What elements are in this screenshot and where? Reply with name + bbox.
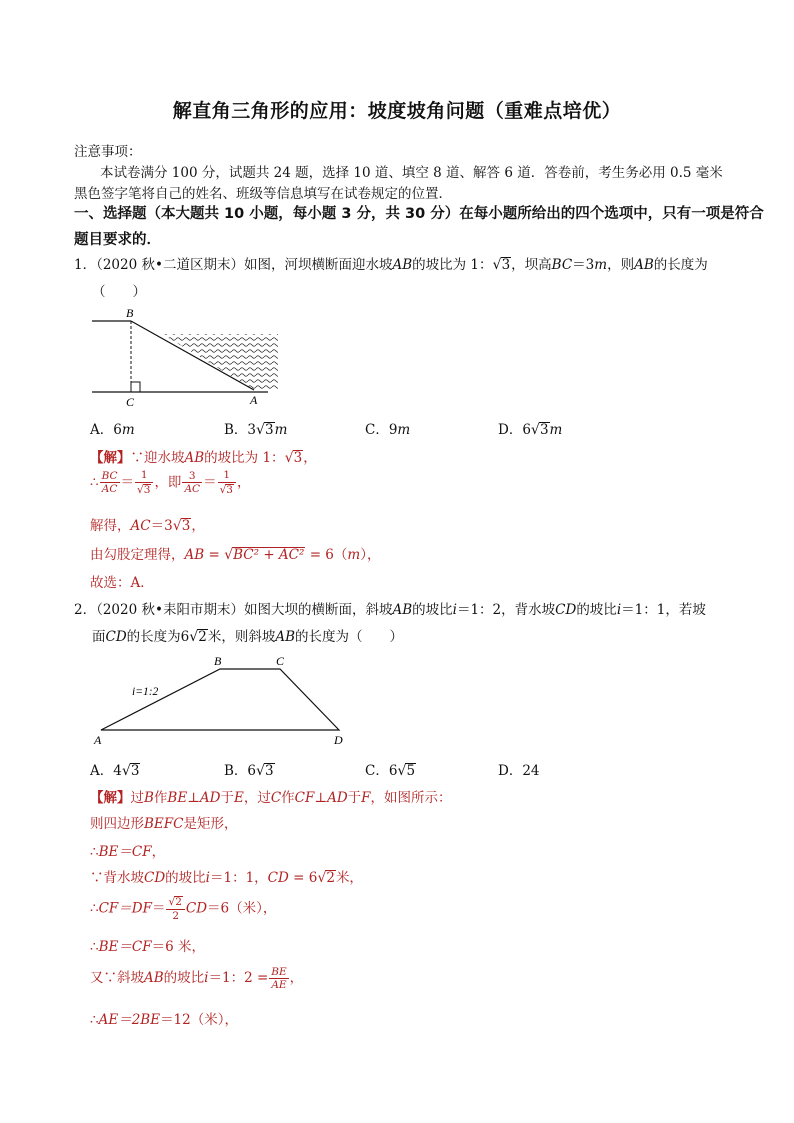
q1-frac1-num: BC <box>101 469 118 482</box>
q1-dam-figure <box>88 300 288 410</box>
q1-sol-s3a: 解得， <box>90 518 131 534</box>
q1-option-b-unit: m <box>274 422 288 438</box>
q1-source: （2020 秋•二道区期末）如图，河坝横断面迎水坡 <box>96 257 393 273</box>
q2-frac-den: 2 <box>172 910 180 923</box>
q2-ab-2: AB <box>275 629 296 645</box>
q1-sol-s3b: ＝3 <box>150 518 173 534</box>
q2-sol-s5eq: ＝ <box>151 900 166 917</box>
q1-sol-s3-radical: √ <box>172 518 182 534</box>
q2-sol-cf-perp: CF⊥AD <box>294 790 348 806</box>
q2-label-c: C <box>276 654 285 668</box>
q1-text-d: ，则 <box>607 257 635 273</box>
q2-option-a-text: A．4 <box>90 763 122 779</box>
notice-line-2: 黑色签字笔将自己的姓名、班级等信息填写在试卷规定的位置． <box>74 186 452 202</box>
section-heading-line-1: 一、选择题（本大题共 10 小题，每小题 3 分，共 30 分）在每小题所给出的四个选项中，只有一项是符合 <box>74 206 764 222</box>
q2-sol-s5b: ＝6（米）， <box>207 900 277 917</box>
q2-text-c: 的坡比 <box>576 602 617 618</box>
q2-option-b-text: B．6 <box>224 763 257 779</box>
q2-sol-s8a: ∴ <box>90 1012 99 1028</box>
q2-solution-line-5 <box>90 896 276 922</box>
q2-number: 2． <box>74 602 97 618</box>
q1-label-a: A <box>250 393 258 407</box>
q2-solution-tag: 【解】 <box>90 790 131 806</box>
q1-sol-eq1: ＝ <box>120 474 135 491</box>
q1-sol-radicand: 3 <box>293 450 303 466</box>
q2-solution-line-8 <box>90 1008 238 1028</box>
q1-sol-s4a: 由勾股定理得， <box>90 547 185 563</box>
q1-fraction-bc-ac <box>100 471 120 495</box>
q2-sol-s4cd: CD <box>144 870 166 886</box>
q1-sol-ab: AB <box>184 450 205 466</box>
q2-sol-s8b: AE＝2BE <box>98 1012 161 1028</box>
q2-option-b-radicand: 3 <box>265 763 274 779</box>
q2-source: （2020 秋•耒阳市期末）如图大坝的横断面，斜坡 <box>96 602 393 618</box>
q2-fraction-sqrt2-2 <box>166 896 184 922</box>
q2-solution-line-3 <box>90 840 165 860</box>
q1-fraction-1-sqrt3 <box>135 470 153 496</box>
q1-sol-s4m: m <box>347 547 361 563</box>
q1-label-b: B <box>126 306 134 320</box>
q2-text-a: 的坡比 <box>412 602 453 618</box>
notice-heading: 注意事项： <box>74 144 142 160</box>
q2-sol-s1g: ，如图所示： <box>370 790 452 806</box>
q2-sol-s3a: ∴ <box>90 844 99 860</box>
q2-sol-s4b: 的坡比 <box>165 870 206 886</box>
q2-option-c[interactable] <box>365 759 416 779</box>
q2-frac-num: 2 <box>175 896 182 908</box>
q1-option-b-radicand: 3 <box>265 422 274 438</box>
page-title: 解直角三角形的应用：坡度坡角问题（重难点培优） <box>172 100 622 122</box>
q2-sol-s7a: 又∵斜坡 <box>90 970 144 986</box>
q2-sol-s1a: 过 <box>130 790 144 806</box>
q2-line2-a: 面 <box>92 629 106 645</box>
q1-option-d-unit: m <box>549 422 563 438</box>
q1-sol-s4b: = 6（ <box>305 547 348 563</box>
q2-frac-radical: √ <box>168 896 176 908</box>
q2-slope-label: i=1:2 <box>132 686 159 698</box>
q1-sol-eq2: ＝ <box>203 474 217 491</box>
q2-frac-num-wrap <box>166 896 184 910</box>
q1-right-angle-mark <box>131 382 140 392</box>
q1-sol-ac: AC <box>130 518 151 534</box>
q1-frac4-radical: √ <box>219 483 227 496</box>
q1-frac2-num: 1 <box>135 470 153 483</box>
q2-sol-bpt: B <box>144 790 154 806</box>
q1-text-a: 的坡比为 1： <box>412 257 493 273</box>
q2-fraction-be-ae <box>269 967 288 991</box>
q1-frac2-den: 3 <box>143 483 151 496</box>
q2-label-b: B <box>214 654 222 668</box>
q2-line2-b: 的长度为6 <box>126 629 190 645</box>
q2-sol-s7ab: AB <box>144 970 164 986</box>
q1-label-c: C <box>126 395 135 409</box>
q2-sol-s6a: ∴ <box>90 939 99 955</box>
q1-option-d-text: D．6 <box>498 422 531 438</box>
q1-sol-s3-radicand: 3 <box>181 518 191 534</box>
q1-sol-s1b: 的坡比为 1： <box>204 450 285 466</box>
q2-sol-s3c: ， <box>151 844 166 860</box>
q1-radicand: 3 <box>501 257 511 273</box>
q1-frac3-num: 3 <box>182 471 202 484</box>
q2-sol-s1e: 作 <box>281 790 295 806</box>
q1-option-b-radical: √ <box>256 422 266 438</box>
q2-text-d: ＝1：1，若坡 <box>621 602 706 618</box>
q2-sol-s1d: ，过 <box>243 790 271 806</box>
q2-ab: AB <box>392 602 413 618</box>
q1-ab: AB <box>392 257 413 273</box>
q2-i-1: i <box>452 602 457 618</box>
q1-text-b: ，坝高 <box>511 257 552 273</box>
q2-solution-line-2 <box>90 812 237 832</box>
q2-option-b-radical: √ <box>256 763 266 779</box>
q2-option-c-radicand: 5 <box>406 763 416 779</box>
q2-option-d-text: D．24 <box>498 763 540 779</box>
q1-solution-line-4 <box>90 543 380 563</box>
q2-sol-s2a: 则四边形 <box>90 816 144 832</box>
q2-sol-s4i: i <box>205 870 210 886</box>
q1-option-b-text: B．3 <box>224 422 257 438</box>
q2-frac2-den: AE <box>271 979 287 991</box>
q2-line2-d: 的长度为（ ） <box>295 629 404 645</box>
q1-sol-therefore: ∴ <box>90 474 99 491</box>
q2-sol-s4a: ∵背水坡 <box>90 870 144 886</box>
q2-label-a: A <box>94 733 102 747</box>
q2-sol-cpt: C <box>270 790 282 806</box>
q1-sol-radical: √ <box>284 450 294 466</box>
q2-radicand: 2 <box>198 629 207 645</box>
q1-fraction-1-sqrt3-b <box>218 470 236 496</box>
q2-option-a-radicand: 3 <box>130 763 140 779</box>
q1-sol-s4eq: = <box>204 547 225 563</box>
q2-solution-line-4 <box>90 866 363 886</box>
q1-sol-s4c: ）， <box>360 547 381 563</box>
q2-sol-s4cd2: CD <box>267 870 289 886</box>
q1-bc: BC <box>551 257 573 273</box>
q1-sol-s1a: ∵迎水坡 <box>130 450 185 466</box>
q2-sol-s2b: 是矩形， <box>183 816 238 832</box>
q2-sol-s4d: = 6 <box>288 870 318 886</box>
q1-option-a-text: A．6 <box>90 422 122 438</box>
q2-sol-befc: BEFC <box>144 816 184 832</box>
q2-sol-s5cf: CF＝DF <box>98 900 152 917</box>
q1-fraction-3-ac <box>182 471 202 495</box>
q2-solution-line-6 <box>90 935 205 955</box>
q1-option-b[interactable] <box>224 418 287 438</box>
q2-stem-line-1 <box>74 598 706 618</box>
q1-sol-s4-radical: √ <box>224 547 234 563</box>
q1-frac1-den: AC <box>101 483 118 496</box>
q2-sol-e: E <box>233 790 244 806</box>
q2-radical: √ <box>189 629 199 645</box>
q1-solution-line-2 <box>90 470 250 496</box>
q2-sol-s4-radicand: 2 <box>326 870 335 886</box>
q2-i-2: i <box>616 602 622 618</box>
q1-option-d-radicand: 3 <box>539 422 549 438</box>
q2-sol-s3b: BE＝CF <box>98 844 152 860</box>
q1-frac3-den: AC <box>184 483 201 496</box>
q1-number: 1． <box>74 257 97 273</box>
q1-text-e: 的长度为 <box>653 257 708 273</box>
q2-option-a[interactable] <box>90 759 140 779</box>
q2-cd-2: CD <box>105 629 127 645</box>
notice-line-1: 本试卷满分 100 分，试题共 24 题，选择 10 道、填空 8 道、解答 6 道．答卷前，考生务必用 0.5 毫米 <box>100 165 723 181</box>
q1-option-c-unit: m <box>397 422 411 438</box>
q1-sol-s4-radicand: BC² + AC² <box>233 547 305 563</box>
q1-ab-2: AB <box>634 257 654 273</box>
q1-option-a[interactable] <box>90 418 135 438</box>
q2-solution-line-1 <box>90 786 452 806</box>
q2-option-c-radical: √ <box>397 763 407 779</box>
q2-dam-figure <box>90 650 360 750</box>
q2-sol-s7d: ， <box>289 970 304 986</box>
q2-option-b[interactable] <box>224 759 275 779</box>
q1-stem-line-1 <box>74 253 708 273</box>
q2-sol-s4-radical: √ <box>317 870 327 886</box>
q1-water-pattern <box>148 334 280 392</box>
q1-sol-mid: ，即 <box>154 474 182 491</box>
q2-option-c-text: C．6 <box>365 763 398 779</box>
q1-sol-s1c: ， <box>303 450 317 466</box>
q2-sol-f: F <box>361 790 371 806</box>
q1-frac2-radical: √ <box>137 483 144 496</box>
q2-sol-s1b: 作 <box>153 790 168 806</box>
q1-radical-sign: √ <box>492 257 502 273</box>
q2-sol-s4e: 米， <box>335 870 363 886</box>
q2-cd: CD <box>555 602 577 618</box>
q1-option-d[interactable] <box>498 418 562 438</box>
q1-solution-line-1 <box>90 446 317 466</box>
q1-text-c: ＝3 <box>572 257 595 273</box>
q1-answer-paren: （ ） <box>92 284 146 300</box>
q2-option-d[interactable] <box>498 759 540 779</box>
q1-option-c[interactable] <box>365 418 410 438</box>
q2-line2-c: 米，则斜坡 <box>207 629 276 645</box>
q2-sol-s6c: ＝6 米， <box>151 939 205 955</box>
q1-solution-line-3 <box>90 514 205 534</box>
q2-sol-be-perp: BE⊥AD <box>167 790 221 806</box>
q1-option-d-radical: √ <box>530 422 540 438</box>
q1-frac4-num: 1 <box>218 470 236 483</box>
q2-sol-s4c: ＝1：1， <box>209 870 268 886</box>
q2-trapezoid <box>101 669 339 730</box>
section-heading-line-2: 题目要求的． <box>74 232 161 248</box>
q1-unit: m <box>594 257 608 273</box>
q2-sol-s7b: 的坡比 <box>163 970 205 986</box>
q2-sol-s8c: ＝12（米）， <box>160 1012 238 1028</box>
q2-sol-s5cd: CD <box>185 900 208 917</box>
q1-frac2-den-wrap <box>135 483 153 496</box>
q1-option-a-unit: m <box>121 422 135 438</box>
q2-frac2-num: BE <box>271 965 287 978</box>
q2-solution-line-7 <box>90 966 303 991</box>
q1-sol-s2end: ， <box>236 474 251 491</box>
q2-text-b: ＝1：2，背水坡 <box>456 602 556 618</box>
q2-sol-s1c: 于 <box>220 790 234 806</box>
q2-sol-s7i: i <box>204 970 209 986</box>
q2-stem-line-2 <box>92 625 403 645</box>
q1-sol-s3end: ， <box>191 518 205 534</box>
q1-frac4-den-wrap <box>218 483 236 496</box>
q2-sol-s6b: BE＝CF <box>98 939 152 955</box>
q2-option-a-radical: √ <box>121 763 131 779</box>
q1-solution-tag: 【解】 <box>90 450 131 466</box>
q1-sol-s4ab: AB <box>184 547 205 563</box>
q2-label-d: D <box>334 733 343 747</box>
q2-sol-s5a: ∴ <box>90 900 99 917</box>
q1-option-c-text: C．9 <box>365 422 398 438</box>
q2-sol-s1f: 于 <box>347 790 362 806</box>
q1-solution-line-5: 故选：A． <box>90 575 154 591</box>
q1-frac4-den: 3 <box>226 483 233 496</box>
q2-sol-s7c: ＝1：2 = <box>208 970 269 986</box>
